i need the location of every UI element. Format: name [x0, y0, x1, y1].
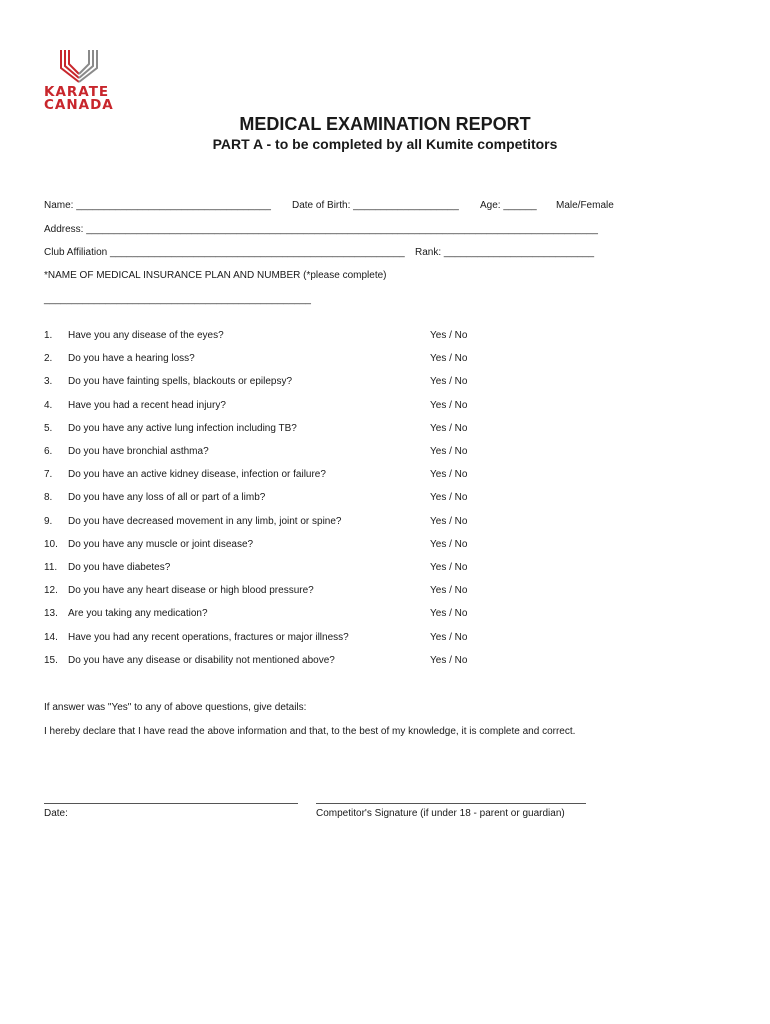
yes-no-answer[interactable]: Yes / No: [430, 446, 468, 457]
logo-text-karate: KARATE: [44, 84, 110, 100]
question-text: Do you have any heart disease or high blood pressure?: [68, 585, 314, 596]
question-number: 12.: [44, 585, 58, 596]
question-text: Have you had a recent head injury?: [68, 400, 226, 411]
competitor-signature-line[interactable]: [316, 803, 586, 804]
yes-no-answer[interactable]: Yes / No: [430, 423, 468, 434]
question-number: 10.: [44, 539, 58, 550]
question-text: Do you have bronchial asthma?: [68, 446, 209, 457]
question-number: 8.: [44, 492, 53, 503]
question-number: 15.: [44, 655, 58, 666]
yes-no-answer[interactable]: Yes / No: [430, 353, 468, 364]
logo-text-canada: CANADA: [44, 97, 114, 113]
date-signature-line[interactable]: [44, 803, 298, 804]
karate-canada-logo-icon: [55, 46, 103, 84]
signature-label: Competitor's Signature (if under 18 - parent or guardian): [316, 808, 565, 819]
question-number: 11.: [44, 562, 58, 573]
details-prompt: If answer was "Yes" to any of above questions, give details:: [44, 702, 307, 713]
question-text: Do you have diabetes?: [68, 562, 171, 573]
yes-no-answer[interactable]: Yes / No: [430, 539, 468, 550]
sex-field[interactable]: Male/Female: [556, 200, 614, 211]
question-text: Do you have any disease or disability not mentioned above?: [68, 655, 335, 666]
club-affiliation-field[interactable]: Club Affiliation _____________________________________________________: [44, 247, 405, 258]
address-field[interactable]: Address: ____________________________________________________________________________________________: [44, 224, 598, 235]
yes-no-answer[interactable]: Yes / No: [430, 655, 468, 666]
yes-no-answer[interactable]: Yes / No: [430, 516, 468, 527]
question-number: 13.: [44, 608, 58, 619]
yes-no-answer[interactable]: Yes / No: [430, 492, 468, 503]
yes-no-answer[interactable]: Yes / No: [430, 632, 468, 643]
question-number: 1.: [44, 330, 53, 341]
question-text: Do you have any muscle or joint disease?: [68, 539, 254, 550]
declaration-text: I hereby declare that I have read the above information and that, to the best of my knowledge, it is complete and correct.: [44, 726, 576, 737]
question-text: Have you any disease of the eyes?: [68, 330, 224, 341]
question-text: Are you taking any medication?: [68, 608, 208, 619]
question-text: Do you have fainting spells, blackouts or epilepsy?: [68, 376, 293, 387]
question-number: 14.: [44, 632, 58, 643]
question-number: 5.: [44, 423, 53, 434]
yes-no-answer[interactable]: Yes / No: [430, 562, 468, 573]
yes-no-answer[interactable]: Yes / No: [430, 376, 468, 387]
question-number: 9.: [44, 516, 53, 527]
insurance-field[interactable]: ________________________________________________: [44, 294, 311, 305]
question-text: Do you have any active lung infection including TB?: [68, 423, 297, 434]
rank-field[interactable]: Rank: ___________________________: [415, 247, 595, 258]
question-number: 7.: [44, 469, 53, 480]
question-number: 6.: [44, 446, 53, 457]
name-field[interactable]: Name: ___________________________________: [44, 200, 271, 211]
question-number: 3.: [44, 376, 53, 387]
date-of-birth-field[interactable]: Date of Birth: ___________________: [292, 200, 459, 211]
question-text: Do you have an active kidney disease, infection or failure?: [68, 469, 326, 480]
page-title: MEDICAL EXAMINATION REPORT: [239, 114, 531, 134]
question-number: 2.: [44, 353, 53, 364]
yes-no-answer[interactable]: Yes / No: [430, 330, 468, 341]
insurance-label: *NAME OF MEDICAL INSURANCE PLAN AND NUMBER (*please complete): [44, 270, 387, 281]
question-text: Do you have a hearing loss?: [68, 353, 195, 364]
yes-no-answer[interactable]: Yes / No: [430, 608, 468, 619]
question-text: Have you had any recent operations, fractures or major illness?: [68, 632, 349, 643]
yes-no-answer[interactable]: Yes / No: [430, 585, 468, 596]
yes-no-answer[interactable]: Yes / No: [430, 469, 468, 480]
age-field[interactable]: Age: ______: [480, 200, 537, 211]
question-number: 4.: [44, 400, 53, 411]
question-text: Do you have any loss of all or part of a limb?: [68, 492, 266, 503]
page-subtitle: PART A - to be completed by all Kumite competitors: [212, 136, 558, 152]
question-text: Do you have decreased movement in any limb, joint or spine?: [68, 516, 342, 527]
yes-no-answer[interactable]: Yes / No: [430, 400, 468, 411]
date-label: Date:: [44, 808, 68, 819]
